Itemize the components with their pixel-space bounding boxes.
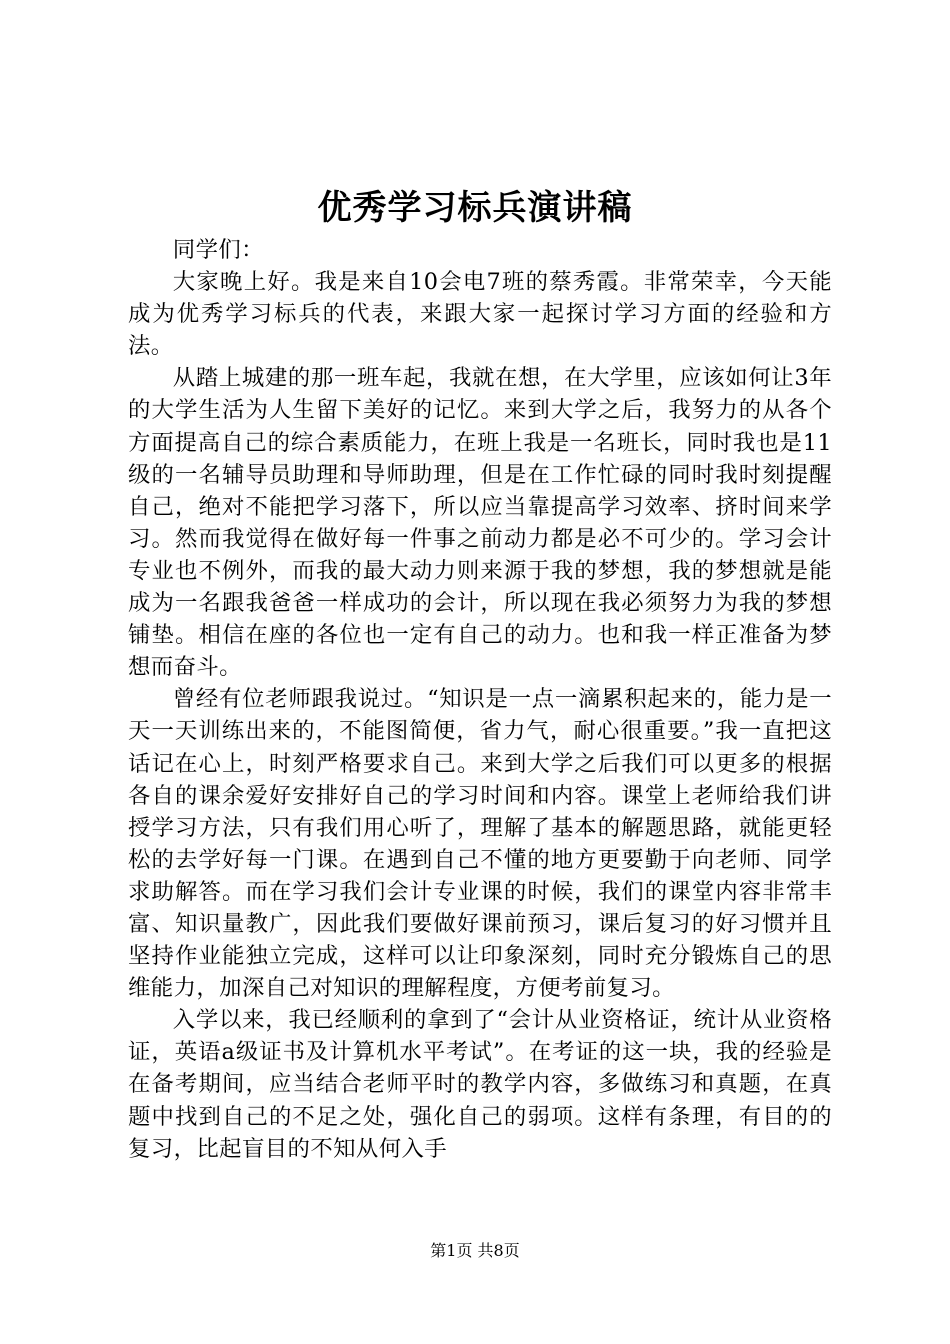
document-body — [128, 234, 832, 1165]
paragraph-motivation: 从踏上城建的那一班车起，我就在想，在大学里，应该如何让3年的大学生活为人生留下美好的记忆。来到大学之后，我努力的从各个方面提高自己的综合素质能力，在班上我是一名班长，同时我也是11级的一名辅导员助理和导师助理，但是在工作忙碌的同时我时刻提醒自己，绝对不能把学习落下，所以应当靠提高学习效率、挤时间来学习。然而我觉得在做好每一件事之前动力都是必不可少的。学习会计专业也不例外，而我的最大动力则来源于我的梦想，我的梦想就是能成为一名跟我爸爸一样成功的会计，所以现在我必须努力为我的梦想铺垫。相信在座的各位也一定有自己的动力。也和我一样正准备为梦想而奋斗。 — [128, 365, 832, 681]
paragraph-study-method: 曾经有位老师跟我说过。“知识是一点一滴累积起来的，能力是一天一天训练出来的，不能图简便，省力气，耐心很重要。”我一直把这话记在心上，时刻严格要求自己。来到大学之后我们可以更多的根据各自的课余爱好安排好自己的学习时间和内容。课堂上老师给我们讲授学习方法，只有我们用心听了，理解了基本的解题思路，就能更轻松的去学好每一门课。在遇到自己不懂的地方更要勤于向老师、同学求助解答。而在学习我们会计专业课的时候，我们的课堂内容非常丰富、知识量教广，因此我们要做好课前预习，课后复习的好习惯并且坚持作业能独立完成，这样可以让印象深刻，同时充分锻炼自己的思维能力，加深自己对知识的理解程度，方便考前复习。 — [128, 686, 832, 1002]
paragraph-certificates: 入学以来，我已经顺利的拿到了“会计从业资格证，统计从业资格证，英语a级证书及计算机水平考试”。在考证的这一块，我的经验是在备考期间，应当结合老师平时的教学内容，多做练习和真题，在真题中找到自己的不足之处，强化自己的弱项。这样有条理，有目的的复习，比起盲目的不知从何入手 — [128, 1007, 832, 1162]
paragraph-greeting: 同学们： — [172, 237, 264, 263]
document-title: 优秀学习标兵演讲稿 — [317, 188, 633, 228]
page-total: 共8页 — [477, 1241, 520, 1260]
page-number: 第1页 — [430, 1241, 473, 1260]
page-footer — [0, 1240, 950, 1262]
paragraph-intro: 大家晚上好。我是来自10会电7班的蔡秀霞。非常荣幸，今天能成为优秀学习标兵的代表，来跟大家一起探讨学习方面的经验和方法。 — [128, 269, 832, 360]
